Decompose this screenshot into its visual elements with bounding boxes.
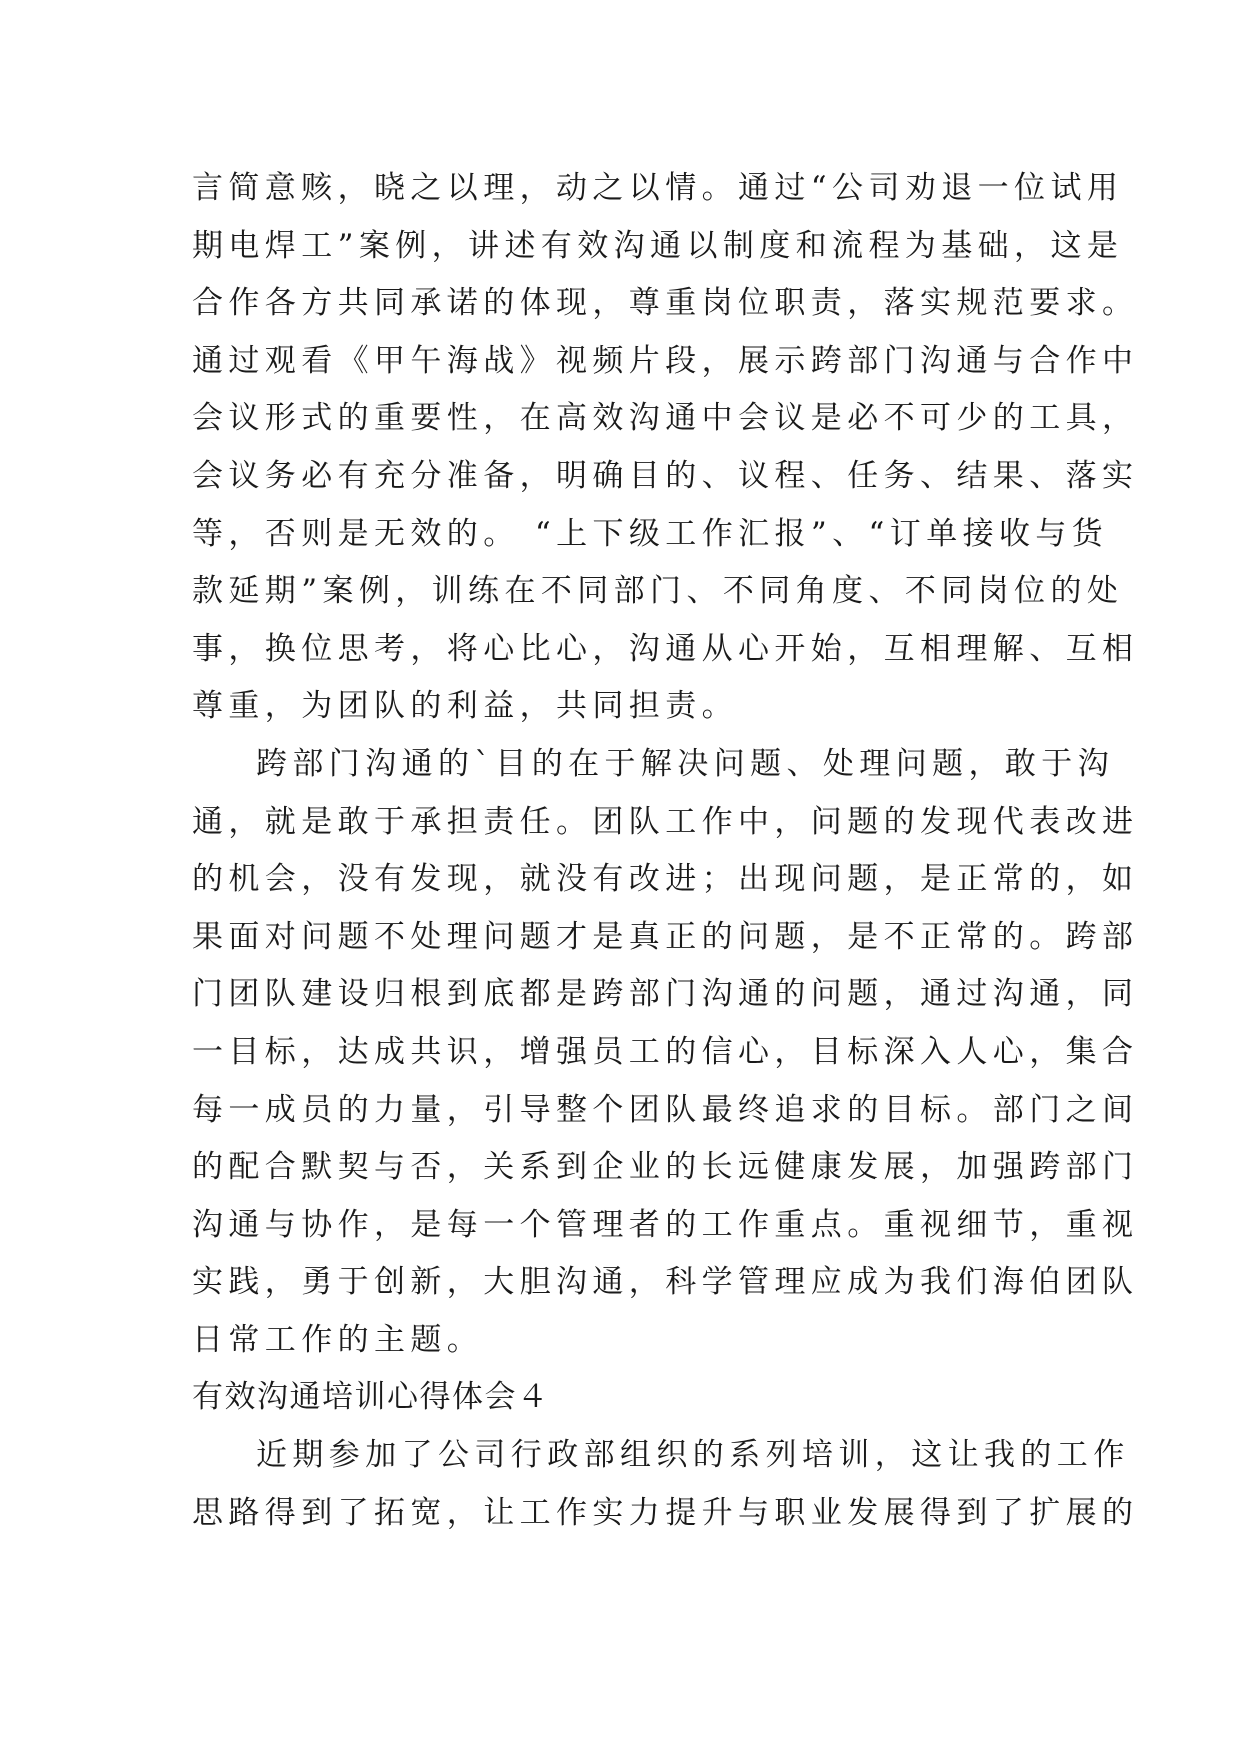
text-line: 等，否则是无效的。 “上下级工作汇报”、“订单接收与货 (192, 515, 1109, 552)
text-line: 合作各方共同承诺的体现，尊重岗位职责，落实规范要求。 (192, 285, 1139, 322)
section-heading: 有效沟通培训心得体会４ (192, 1379, 550, 1416)
text-line: 日常工作的主题。 (192, 1321, 484, 1358)
text-line: 每一成员的力量，引导整个团队最终追求的目标。部门之间 (192, 1091, 1139, 1128)
text-line: 期电焊工”案例，讲述有效沟通以制度和流程为基础，这是 (192, 227, 1124, 264)
text-line: 一目标，达成共识，增强员工的信心，目标深入人心，集合 (192, 1033, 1139, 1070)
text-line: 果面对问题不处理问题才是真正的问题，是不正常的。跨部 (192, 918, 1139, 955)
text-line: 通，就是敢于承担责任。团队工作中，问题的发现代表改进 (192, 803, 1139, 840)
text-line: 门团队建设归根到底都是跨部门沟通的问题，通过沟通，同 (192, 976, 1139, 1013)
text-line: 的配合默契与否，关系到企业的长远健康发展，加强跨部门 (192, 1149, 1139, 1186)
text-line: 跨部门沟通的`目的在于解决问题、处理问题，敢于沟 (256, 745, 1115, 782)
text-line: 实践，勇于创新，大胆沟通，科学管理应成为我们海伯团队 (192, 1264, 1139, 1301)
document-body (192, 160, 1139, 1542)
text-line: 事，换位思考，将心比心，沟通从心开始，互相理解、互相 (192, 630, 1139, 667)
text-line: 的机会，没有发现，就没有改进；出现问题，是正常的，如 (192, 861, 1139, 898)
text-line: 思路得到了拓宽，让工作实力提升与职业发展得到了扩展的 (192, 1494, 1139, 1531)
text-line: 会议形式的重要性，在高效沟通中会议是必不可少的工具， (192, 400, 1139, 437)
text-line: 会议务必有充分准备，明确目的、议程、任务、结果、落实 (192, 457, 1139, 494)
text-line: 言简意赅，晓之以理，动之以情。通过“公司劝退一位试用 (192, 170, 1124, 206)
text-line: 近期参加了公司行政部组织的系列培训，这让我的工作 (256, 1437, 1130, 1474)
paragraph-3 (192, 1427, 1139, 1542)
text-line: 款延期”案例，训练在不同部门、不同角度、不同岗位的处 (192, 573, 1124, 610)
text-line: 沟通与协作，是每一个管理者的工作重点。重视细节，重视 (192, 1206, 1139, 1243)
text-line: 通过观看《甲午海战》视频片段，展示跨部门沟通与合作中 (192, 342, 1139, 379)
paragraph-2 (192, 736, 1139, 1370)
text-line: 尊重，为团队的利益，共同担责。 (192, 688, 738, 725)
paragraph-1 (192, 160, 1139, 736)
